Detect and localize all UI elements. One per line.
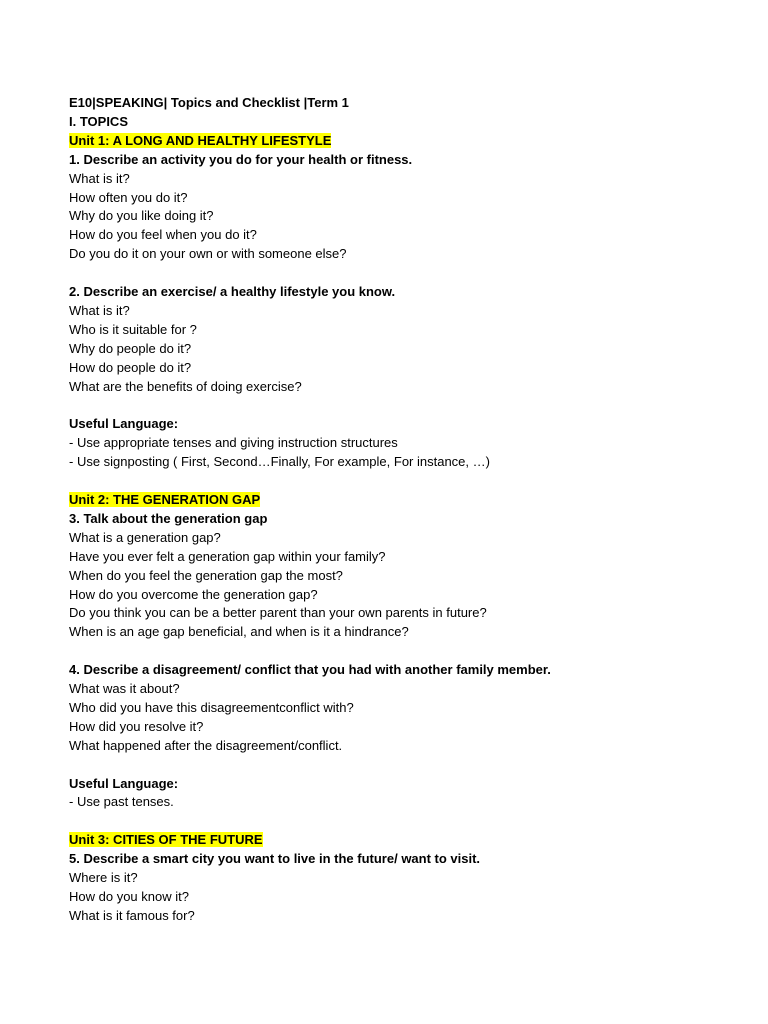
question: What is it? — [69, 170, 130, 186]
question: How often you do it? — [69, 189, 188, 205]
question: What was it about? — [69, 681, 180, 697]
topic-title: 3. Talk about the generation gap — [69, 510, 268, 526]
unit-3 — [69, 831, 749, 926]
question: How do people do it? — [69, 359, 192, 375]
unit-2 — [69, 491, 749, 831]
question: How do you overcome the generation gap? — [69, 586, 318, 602]
question: What is it? — [69, 302, 130, 318]
question: Why do you like doing it? — [69, 208, 214, 224]
question: Who did you have this disagreementconflict with? — [69, 699, 354, 715]
useful-language-label: Useful Language: — [69, 416, 179, 432]
question: What is a generation gap? — [69, 529, 221, 545]
topic-title: 2. Describe an exercise/ a healthy lifestyle you know. — [69, 284, 396, 300]
question: What are the benefits of doing exercise? — [69, 378, 302, 394]
section-heading: I. TOPICS — [69, 113, 128, 129]
question: Do you do it on your own or with someone else? — [69, 246, 347, 262]
topic-title: 1. Describe an activity you do for your health or fitness. — [69, 151, 413, 167]
unit-heading: Unit 1: A LONG AND HEALTHY LIFESTYLE — [69, 132, 332, 148]
question: Do you think you can be a better parent than your own parents in future? — [69, 605, 487, 621]
question: How do you know it? — [69, 888, 189, 904]
topic-title: 4. Describe a disagreement/ conflict that you had with another family member. — [69, 662, 551, 678]
unit-1 — [69, 132, 749, 491]
question: How did you resolve it? — [69, 718, 204, 734]
question: How do you feel when you do it? — [69, 227, 257, 243]
question: Why do people do it? — [69, 340, 192, 356]
question: What is it famous for? — [69, 907, 195, 923]
document-page — [69, 94, 749, 926]
useful-language-item: - Use past tenses. — [69, 794, 174, 810]
question: What happened after the disagreement/conflict. — [69, 737, 343, 753]
useful-language-item: - Use appropriate tenses and giving instruction structures — [69, 435, 398, 451]
question: When is an age gap beneficial, and when is it a hindrance? — [69, 624, 409, 640]
topic-title: 5. Describe a smart city you want to live in the future/ want to visit. — [69, 851, 481, 867]
useful-language-item: - Use signposting ( First, Second…Finally, For example, For instance, …) — [69, 454, 490, 470]
unit-heading: Unit 2: THE GENERATION GAP — [69, 491, 261, 507]
question: Have you ever felt a generation gap within your family? — [69, 548, 386, 564]
question: Who is it suitable for ? — [69, 321, 197, 337]
question: Where is it? — [69, 870, 138, 886]
document-title: E10|SPEAKING| Topics and Checklist |Term 1 — [69, 95, 349, 110]
useful-language-label: Useful Language: — [69, 775, 179, 791]
unit-heading: Unit 3: CITIES OF THE FUTURE — [69, 832, 263, 848]
question: When do you feel the generation gap the most? — [69, 567, 343, 583]
